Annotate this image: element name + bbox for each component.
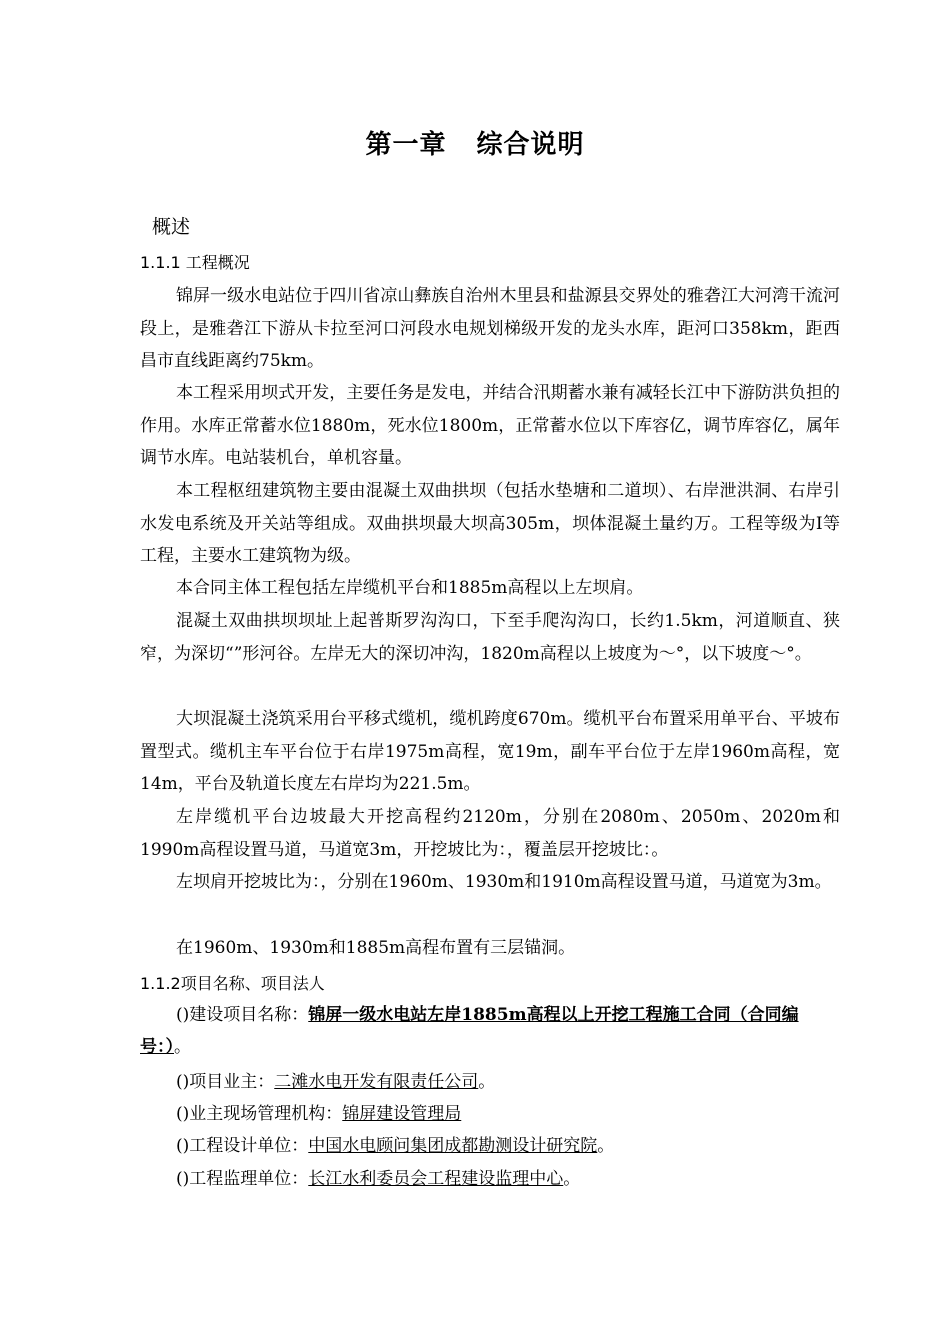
item-label: ()建设项目名称： — [176, 1005, 309, 1025]
list-item-owner — [140, 1066, 840, 1098]
item-suffix: 。 — [597, 1136, 615, 1156]
item-value: 二滩水电开发有限责任公司 — [274, 1072, 479, 1092]
subsection-heading-1-1-2: 1.1.2项目名称、项目法人 — [140, 974, 325, 993]
list-item-design-unit — [140, 1130, 840, 1162]
subsection-heading-1-1-1: 1.1.1 工程概况 — [140, 253, 250, 272]
item-label: ()项目业主： — [176, 1072, 275, 1092]
item-value: 中国水电顾问集团成都勘测设计研究院 — [308, 1136, 598, 1156]
paragraph-development: 本工程采用坝式开发，主要任务是发电，并结合汛期蓄水兼有减轻长江中下游防洪负担的作用。水库正常蓄水位1880m，死水位1800m，正常蓄水位以下库容亿，调节库容亿，属年调节水库。电站装机台，单机容量。 — [140, 383, 840, 469]
paragraph-structures: 本工程枢纽建筑物主要由混凝土双曲拱坝（包括水垫塘和二道坝）、右岸泄洪洞、右岸引水发电系统及开关站等组成。双曲拱坝最大坝高305m，坝体混凝土量约万。工程等级为Ⅰ等工程，主要水工建筑物为级。 — [140, 481, 840, 567]
list-item-supervision-unit — [140, 1163, 840, 1195]
paragraph-dam-site: 混凝土双曲拱坝坝址上起普斯罗沟沟口，下至手爬沟沟口，长约1.5km，河道顺直、狭窄，为深切“”形河谷。左岸无大的深切冲沟，1820m高程以上坡度为～°，以下坡度～°。 — [140, 611, 840, 664]
paragraph-location: 锦屏一级水电站位于四川省凉山彝族自治州木里县和盐源县交界处的雅砻江大河湾干流河段上，是雅砻江下游从卡拉至河口河段水电规划梯级开发的龙头水库，距河口358km，距西昌市直线距离约75km。 — [140, 286, 840, 372]
paragraph-left-platform-slope: 左岸缆机平台边坡最大开挖高程约2120m，分别在2080m、2050m、2020m和1990m高程设置马道，马道宽3m，开挖坡比为：，覆盖层开挖坡比：。 — [140, 807, 840, 860]
item-suffix: 。 — [478, 1072, 496, 1092]
item-label: ()业主现场管理机构： — [176, 1104, 343, 1124]
chapter-title — [0, 124, 950, 161]
item-value: 锦屏建设管理局 — [342, 1104, 462, 1124]
item-label: ()工程设计单位： — [176, 1136, 309, 1156]
section-heading-overview: 概述 — [152, 216, 191, 238]
list-item-site-management — [140, 1098, 840, 1130]
paragraph-cable-crane: 大坝混凝土浇筑采用台平移式缆机，缆机跨度670m。缆机平台布置采用单平台、平坡布置型式。缆机主车平台位于右岸1975m高程，宽19m，副车平台位于左岸1960m高程，宽14m，平台及轨道长度左右岸均为221.5m。 — [140, 709, 840, 795]
paragraph-anchor-tunnels: 在1960m、1930m和1885m高程布置有三层锚洞。 — [176, 938, 576, 958]
item-suffix: 。 — [174, 1037, 191, 1057]
paragraph-contract-scope: 本合同主体工程包括左岸缆机平台和1885m高程以上左坝肩。 — [176, 578, 644, 598]
chapter-number: 第一章 — [365, 130, 447, 160]
item-value: 长江水利委员会工程建设监理中心 — [308, 1169, 564, 1189]
item-suffix: 。 — [563, 1169, 581, 1189]
item-value: 锦屏一级水电站左岸1885m高程以上开挖工程施工合同（合同编号：） — [140, 1005, 799, 1057]
paragraph-left-abutment: 左坝肩开挖坡比为：，分别在1960m、1930m和1910m高程设置马道，马道宽为3m。 — [176, 872, 832, 892]
list-item-project-name — [140, 999, 840, 1063]
item-label: ()工程监理单位： — [176, 1169, 309, 1189]
chapter-name: 综合说明 — [476, 130, 585, 160]
